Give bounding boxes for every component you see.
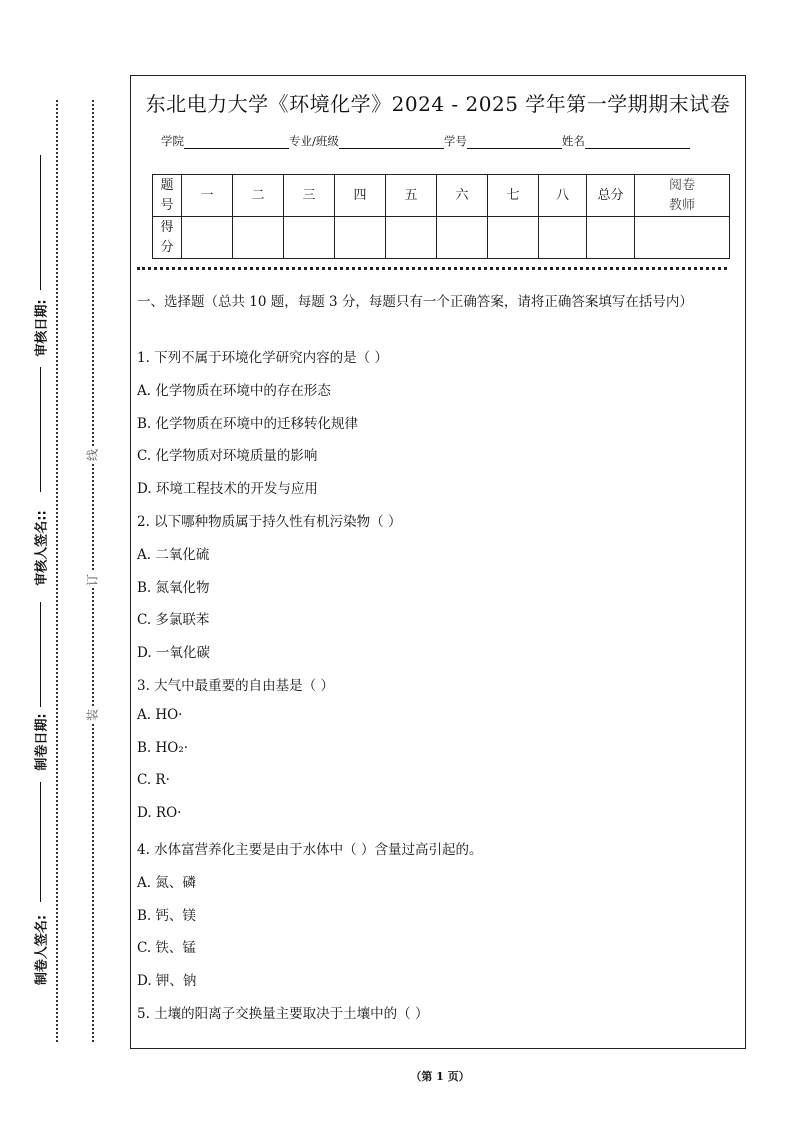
score-cell[interactable] (587, 217, 635, 259)
col-head: 七 (488, 175, 539, 217)
score-cell[interactable] (539, 217, 587, 259)
answer-option: D. RO· (137, 805, 182, 822)
score-cell[interactable] (635, 217, 730, 259)
score-cell[interactable] (182, 217, 233, 259)
maker-sign-line (40, 782, 41, 902)
student-id-label: 学号 (443, 134, 467, 148)
page-number: （第 1 页） (410, 1070, 470, 1083)
score-table (152, 174, 730, 259)
answer-option: B. 化学物质在环境中的迁移转化规律 (137, 415, 359, 432)
grader-head: 阅卷 (668, 177, 695, 193)
score-cell[interactable] (284, 217, 335, 259)
col-head: 四 (335, 175, 386, 217)
question-stem: 3. 大气中最重要的自由基是（ ） (137, 678, 334, 694)
name-label: 姓名 (561, 134, 585, 148)
answer-option: D. 一氧化碳 (137, 645, 210, 662)
score-cell[interactable] (233, 217, 284, 259)
row-head: 题 (160, 177, 174, 193)
student-info (161, 133, 690, 149)
question-stem: 1. 下列不属于环境化学研究内容的是（ ） (137, 350, 388, 366)
score-cell[interactable] (335, 217, 386, 259)
col-head: 五 (386, 175, 437, 217)
answer-option: B. HO₂· (137, 739, 189, 756)
col-head: 六 (437, 175, 488, 217)
name-field[interactable] (585, 136, 690, 149)
review-date-label: 审核日期: (34, 299, 50, 357)
answer-option: A. HO· (137, 706, 183, 723)
answer-option: C. 化学物质对环境质量的影响 (137, 448, 318, 465)
cut-line-label: 线 (85, 448, 100, 462)
answer-option: C. 多氯联苯 (137, 612, 210, 629)
cut-bind-label: 装 (85, 708, 100, 722)
question-stem: 2. 以下哪种物质属于持久性有机污染物（ ） (137, 514, 402, 530)
question-stem: 4. 水体富营养化主要是由于水体中（ ）含量过高引起的。 (137, 842, 483, 858)
answer-option: D. 钾、钠 (137, 973, 197, 990)
make-date-line (40, 602, 41, 707)
answer-option: A. 二氧化硫 (137, 546, 210, 563)
answer-option: D. 环境工程技术的开发与应用 (137, 481, 318, 498)
grader-head: 教师 (668, 197, 695, 213)
col-head: 八 (539, 175, 587, 217)
college-label: 学院 (161, 134, 184, 148)
review-date-line (40, 155, 41, 290)
score-cell[interactable] (488, 217, 539, 259)
answer-option: B. 钙、镁 (137, 907, 197, 924)
col-head: 二 (233, 175, 284, 217)
question-stem: 5. 土壤的阳离子交换量主要取决于土壤中的（ ） (137, 1006, 429, 1022)
score-cell[interactable] (386, 217, 437, 259)
page-title: 东北电力大学《环境化学》2024 - 2025 学年第一学期期末试卷 (145, 92, 731, 116)
row-head: 号 (160, 197, 174, 213)
college-field[interactable] (184, 136, 289, 149)
reviewer-sign-label: 审核人签名:: (34, 510, 50, 586)
reviewer-sign-line (40, 367, 41, 492)
major-label: 专业/班级 (289, 134, 339, 148)
answer-option: A. 氮、磷 (137, 874, 196, 891)
col-head: 总分 (587, 175, 635, 217)
exam-frame (130, 75, 746, 1049)
answer-option: C. R· (137, 772, 170, 789)
col-head: 三 (284, 175, 335, 217)
answer-option: C. 铁、锰 (137, 940, 196, 957)
row-head: 得 (160, 219, 174, 235)
major-field[interactable] (339, 136, 444, 149)
answer-option: A. 化学物质在环境中的存在形态 (137, 382, 331, 399)
row-head: 分 (160, 239, 174, 255)
student-id-field[interactable] (467, 136, 562, 149)
margin-dotted-line (56, 100, 58, 1042)
col-head: 一 (182, 175, 233, 217)
make-date-label: 制卷日期: (34, 713, 50, 771)
separator (137, 267, 727, 270)
answer-option: B. 氮氧化物 (137, 579, 210, 596)
maker-sign-label: 制卷人签名: (34, 914, 50, 986)
cut-order-label: 订 (85, 573, 100, 587)
score-cell[interactable] (437, 217, 488, 259)
section-heading: 一、选择题（总共 10 题，每题 3 分，每题只有一个正确答案，请将正确答案填写在括号内） (137, 294, 693, 310)
